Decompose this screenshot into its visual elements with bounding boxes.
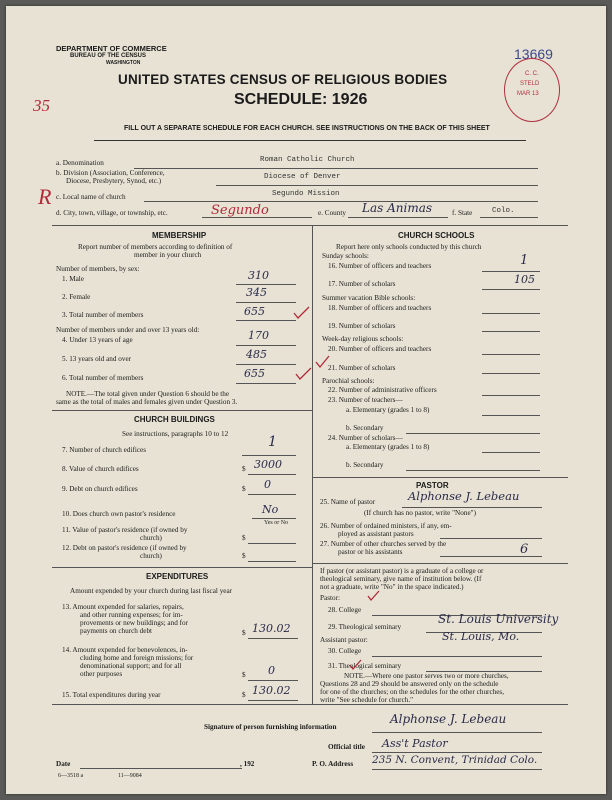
form-title: UNITED STATES CENSUS OF RELIGIOUS BODIES bbox=[118, 72, 448, 87]
serial-number: 13669 bbox=[514, 46, 553, 62]
q7-label: 7. Number of church edifices bbox=[62, 446, 147, 454]
weekday-schools-label: Week-day religious schools: bbox=[322, 335, 404, 343]
q14-label: 14. Amount expended for benevolences, in- bbox=[62, 646, 188, 654]
owns-residence-field[interactable]: No bbox=[262, 503, 279, 516]
church-buildings-heading: CHURCH BUILDINGS bbox=[134, 415, 215, 424]
q20-label: 20. Number of officers and teachers bbox=[328, 345, 432, 353]
q9-dollar: $ bbox=[242, 485, 246, 493]
assistant-college-field[interactable] bbox=[372, 656, 542, 657]
q17-label: 17. Number of scholars bbox=[328, 280, 396, 288]
membership-note: NOTE.—The total given under Question 6 should be the bbox=[66, 390, 230, 398]
q12-dollar: $ bbox=[242, 552, 246, 560]
elementary-scholars-field[interactable] bbox=[482, 452, 540, 453]
weekday-teachers-field[interactable] bbox=[482, 354, 540, 355]
sunday-scholars-field[interactable]: 105 bbox=[514, 273, 535, 286]
q23b-label: b. Secondary bbox=[346, 424, 384, 432]
city-town-field[interactable]: Segundo bbox=[211, 203, 269, 218]
membership-subtitle-2: member in your church bbox=[134, 251, 202, 259]
other-churches-field[interactable]: 6 bbox=[520, 542, 529, 557]
graduate-instruction: If pastor (or assistant pastor) is a graduate of a college or bbox=[320, 567, 484, 575]
signature-label: Signature of person furnishing information bbox=[204, 723, 337, 731]
q24a-label: a. Elementary (grades 1 to 8) bbox=[346, 443, 430, 451]
church-schools-heading: CHURCH SCHOOLS bbox=[398, 231, 475, 240]
bureau-label: BUREAU OF THE CENSUS bbox=[70, 53, 147, 59]
church-edifices-field[interactable]: 1 bbox=[268, 434, 277, 450]
q13-dollar: $ bbox=[242, 629, 246, 637]
q15-dollar: $ bbox=[242, 691, 246, 699]
check-mark-icon bbox=[292, 305, 312, 321]
address-field[interactable]: 235 N. Convent, Trinidad Colo. bbox=[372, 754, 538, 766]
expenditures-subtitle: Amount expended by your church during last fiscal year bbox=[70, 587, 233, 595]
pastor-sublabel: Pastor: bbox=[320, 594, 340, 602]
admin-officers-field[interactable] bbox=[482, 395, 540, 396]
signature-field[interactable]: Alphonse J. Lebeau bbox=[390, 712, 507, 726]
county-label: e. County bbox=[318, 209, 346, 217]
local-name-field[interactable]: Segundo Mission bbox=[272, 190, 340, 198]
weekday-scholars-field[interactable] bbox=[482, 373, 540, 374]
secondary-scholars-field[interactable] bbox=[406, 470, 540, 471]
q23-label: 23. Number of teachers— bbox=[328, 396, 403, 404]
address-label: P. O. Address bbox=[312, 760, 354, 768]
expenditures-heading: EXPENDITURES bbox=[146, 572, 209, 581]
denomination-field[interactable]: Roman Catholic Church bbox=[260, 156, 355, 164]
q24b-label: b. Secondary bbox=[346, 461, 384, 469]
yes-no-hint: Yes or No bbox=[264, 520, 289, 526]
q16-label: 16. Number of officers and teachers bbox=[328, 262, 432, 270]
elementary-teachers-field[interactable] bbox=[482, 415, 540, 416]
edifice-value-field[interactable]: 3000 bbox=[254, 458, 282, 471]
q5-label: 5. 13 years old and over bbox=[62, 355, 132, 363]
seminary-location: St. Louis, Mo. bbox=[442, 630, 520, 643]
under-13-field[interactable]: 170 bbox=[248, 329, 269, 342]
q29-label: 29. Theological seminary bbox=[328, 623, 402, 631]
division-field[interactable]: Diocese of Denver bbox=[264, 173, 341, 181]
membership-subtitle: Report number of members according to definition of bbox=[78, 243, 233, 251]
division-label: b. Division (Association, Conference, bbox=[56, 169, 165, 177]
check-mark-icon bbox=[348, 658, 364, 672]
official-title-label: Official title bbox=[328, 743, 365, 751]
male-count-field[interactable]: 310 bbox=[248, 269, 269, 282]
q8-dollar: $ bbox=[242, 465, 246, 473]
q6-label: 6. Total number of members bbox=[62, 374, 144, 382]
schedule-title: SCHEDULE: 1926 bbox=[234, 91, 368, 108]
denomination-label: a. Denomination bbox=[56, 159, 104, 167]
q13-label: 13. Amount expended for salaries, repairs, bbox=[62, 603, 184, 611]
county-field[interactable]: Las Animas bbox=[362, 201, 433, 215]
q9-label: 9. Debt on church edifices bbox=[62, 485, 138, 493]
q26-label: 26. Number of ordained ministers, if any, em- bbox=[320, 522, 452, 530]
buildings-subtitle: See instructions, paragraphs 10 to 12 bbox=[122, 430, 229, 438]
total-expenditures-field[interactable]: 130.02 bbox=[252, 684, 291, 697]
q24-label: 24. Number of scholars— bbox=[328, 434, 403, 442]
q22-label: 22. Number of administrative officers bbox=[328, 386, 437, 394]
edifice-debt-field[interactable]: 0 bbox=[264, 478, 271, 491]
q23a-label: a. Elementary (grades 1 to 8) bbox=[346, 406, 430, 414]
q8-label: 8. Value of church edifices bbox=[62, 465, 139, 473]
q19-label: 19. Number of scholars bbox=[328, 322, 396, 330]
pastor-name-field[interactable]: Alphonse J. Lebeau bbox=[408, 489, 520, 503]
schools-subtitle: Report here only schools conducted by this church bbox=[336, 243, 482, 251]
print-code: 11—9084 bbox=[118, 773, 142, 779]
q30-label: 30. College bbox=[328, 647, 362, 655]
pastor-heading: PASTOR bbox=[416, 481, 449, 490]
q10-label: 10. Does church own pastor's residence bbox=[62, 510, 176, 518]
q28-label: 28. College bbox=[328, 606, 362, 614]
date-label: Date bbox=[56, 760, 71, 768]
correction-mark: R bbox=[38, 184, 52, 209]
official-title-field[interactable]: Ass't Pastor bbox=[382, 737, 448, 750]
membership-heading: MEMBERSHIP bbox=[152, 231, 207, 240]
received-stamp: C. C. STELD MAR 13 bbox=[504, 58, 560, 122]
q1-label: 1. Male bbox=[62, 275, 84, 283]
q12-label: 12. Debt on pastor's residence (if owned by bbox=[62, 544, 187, 552]
pastor-seminary-field[interactable]: St. Louis University bbox=[438, 612, 559, 626]
q11-dollar: $ bbox=[242, 534, 246, 542]
separate-schedule-instruction: FILL OUT A SEPARATE SCHEDULE FOR EACH CHURCH. SEE INSTRUCTIONS ON THE BACK OF THIS SHEET bbox=[124, 125, 490, 132]
members-by-sex-label: Number of members, by sex: bbox=[56, 265, 140, 273]
local-name-label: c. Local name of church bbox=[56, 193, 126, 201]
q26-label-2: ployed as assistant pastors bbox=[338, 530, 414, 538]
q18-label: 18. Number of officers and teachers bbox=[328, 304, 432, 312]
check-mark-icon bbox=[294, 366, 314, 382]
department-label: DEPARTMENT OF COMMERCE bbox=[56, 44, 167, 53]
q3-label: 3. Total number of members bbox=[62, 311, 144, 319]
state-field[interactable]: Colo. bbox=[492, 207, 515, 215]
city-town-label: d. City, town, village, or township, etc. bbox=[56, 209, 168, 217]
q27-label-2: pastor or his assistants bbox=[338, 548, 403, 556]
division-label-2: Diocese, Presbytery, Synod, etc.) bbox=[66, 177, 162, 185]
check-mark-icon bbox=[314, 354, 332, 370]
benevolences-field[interactable]: 0 bbox=[268, 664, 275, 677]
margin-note: 35 bbox=[33, 96, 50, 115]
date-field[interactable] bbox=[80, 768, 242, 769]
year-label: , 192 bbox=[240, 760, 255, 768]
q14-dollar: $ bbox=[242, 671, 246, 679]
check-mark-icon bbox=[366, 589, 382, 603]
q31-label: 31. Theological seminary bbox=[328, 662, 402, 670]
q27-label: 27. Number of other churches served by the bbox=[320, 540, 447, 548]
pastor-note: NOTE.—Where one pastor serves two or more churches, bbox=[344, 672, 509, 680]
state-label: f. State bbox=[452, 209, 473, 217]
assistant-pastors-field[interactable] bbox=[440, 538, 542, 539]
assistant-pastor-sublabel: Assistant pastor: bbox=[320, 636, 368, 644]
total-members-field[interactable]: 655 bbox=[244, 305, 265, 318]
secondary-teachers-field[interactable] bbox=[406, 433, 540, 434]
running-expenses-field[interactable]: 130.02 bbox=[252, 622, 291, 635]
census-schedule-sheet: DEPARTMENT OF COMMERCE BUREAU OF THE CENSUS WASHINGTON UNITED STATES CENSUS OF RELIGIOUS BODIES SCHEDULE: 1926 FILL OUT A SEPARATE SCHEDULE FOR EACH CHURCH. SEE INSTRUCTIONS ON THE BACK OF THIS SHEET 13669 35 C. C. STELD MAR 13 a. Denomination Roman Catholic Church b. Division (Association, Conference, Diocese, Presbytery, Synod, etc.) Diocese of Denver c. Local name of church Segundo Mission R d. City, town, village, or township, etc. Segundo e. County Las Animas f. State Colo. MEMBERSHIP Report number of members according to definition of member in your church Number of members, by sex: 1. Male 310 2. Female 345 3. Total number of members 655 Number of members under and over 13 years old: 4. Under 13 years of age 170 5. 13 years old and over 485 6. Total number of members 655 NOTE.—The total given under Question 6 should be the same as the total of males and females given under Question 3. CHURCH BUILDINGS See instructions, paragraphs 10 to 12 7. Number of church edifices 1 8. Value of church edifices $ 3000 9. Debt on church edifices $ 0 10. Does church own pastor's residence No Yes or No 11. Value of pastor's residence (if owned by church) $ 12. Debt on pastor's residence (if owned by church) $ EXPENDITURES Amount expended by your church during last fiscal year 13. Amount expended for salaries, repairs, and other running expenses; for im- provements or new buildings; and for payments on church debt $ 130.02 14. Amount expended for benevolences, in- cluding home and foreign missions; for denominational support; and for all other purposes $ 0 15. Total expenditures during year $ 130.02 CHURCH SCHOOLS Report here only schools conducted by this church Sunday schools: 16. Number of officers and teachers 1 17. Number of scholars 105 Summer vacation Bible schools: 18. Number of officers and teachers 19. Number of scholars Week-day religious schools: 20. Number of officers and teachers 21. Number of scholars Parochial schools: 22. Number of administrative officers 23. Number of teachers— a. Elementary (grades 1 to 8) b. Secondary 24. Number of scholars— a. Elementary (grades 1 to 8) b. Secondary PASTOR 25. Name of pastor Alphonse J. Lebeau (If church has no pastor, write "None") 26. Number of ordained ministers, if any, em- ployed as assistant pastors 27. Number of other churches served by the pastor or his assistants 6 If pastor (or assistant pastor) is a graduate of a college or theological seminary, give name of institution below. (If not a graduate, write "No" in the space indicated.) Pastor: 28. College 29. Theological seminary St. Louis University Assistant pastor: St. Louis, Mo. 30. College 31. Theological seminary NOTE.—Where one pastor serves two or more churches, Questions 28 and 29 should be answered only on the schedule for one of the churches; on the schedules for the other churches, write "See schedule for church." Signature of person furnishing information Alphonse J. Lebeau Official title Ass't Pastor Date , 192 P. O. Address 235 N. Convent, Trinidad Colo. 6—3518 a 11—9084 bbox=[6, 6, 606, 794]
q12-label-2: church) bbox=[140, 552, 162, 560]
q21-label: 21. Number of scholars bbox=[328, 364, 396, 372]
q4-label: 4. Under 13 years of age bbox=[62, 336, 133, 344]
vacation-schools-label: Summer vacation Bible schools: bbox=[322, 294, 416, 302]
residence-debt-field[interactable] bbox=[248, 561, 296, 562]
q15-label: 15. Total expenditures during year bbox=[62, 691, 161, 699]
members-by-age-label: Number of members under and over 13 years old: bbox=[56, 326, 200, 334]
city-label: WASHINGTON bbox=[106, 60, 141, 66]
q25-note: (If church has no pastor, write "None") bbox=[364, 509, 476, 517]
total-members-age-field[interactable]: 655 bbox=[244, 367, 265, 380]
form-code: 6—3518 a bbox=[58, 773, 84, 779]
q25-label: 25. Name of pastor bbox=[320, 498, 376, 506]
female-count-field[interactable]: 345 bbox=[246, 286, 267, 299]
header-divider bbox=[94, 140, 526, 141]
residence-value-field[interactable] bbox=[248, 543, 296, 544]
parochial-schools-label: Parochial schools: bbox=[322, 377, 375, 385]
over-13-field[interactable]: 485 bbox=[246, 348, 267, 361]
column-divider bbox=[312, 225, 313, 704]
q11-label: 11. Value of pastor's residence (if owned by bbox=[62, 526, 188, 534]
sunday-schools-label: Sunday schools: bbox=[322, 252, 369, 260]
membership-note-2: same as the total of males and females given under Question 3. bbox=[56, 398, 238, 406]
vacation-teachers-field[interactable] bbox=[482, 313, 540, 314]
q11-label-2: church) bbox=[140, 534, 162, 542]
vacation-scholars-field[interactable] bbox=[482, 331, 540, 332]
q2-label: 2. Female bbox=[62, 293, 91, 301]
sunday-teachers-field[interactable]: 1 bbox=[520, 253, 529, 268]
